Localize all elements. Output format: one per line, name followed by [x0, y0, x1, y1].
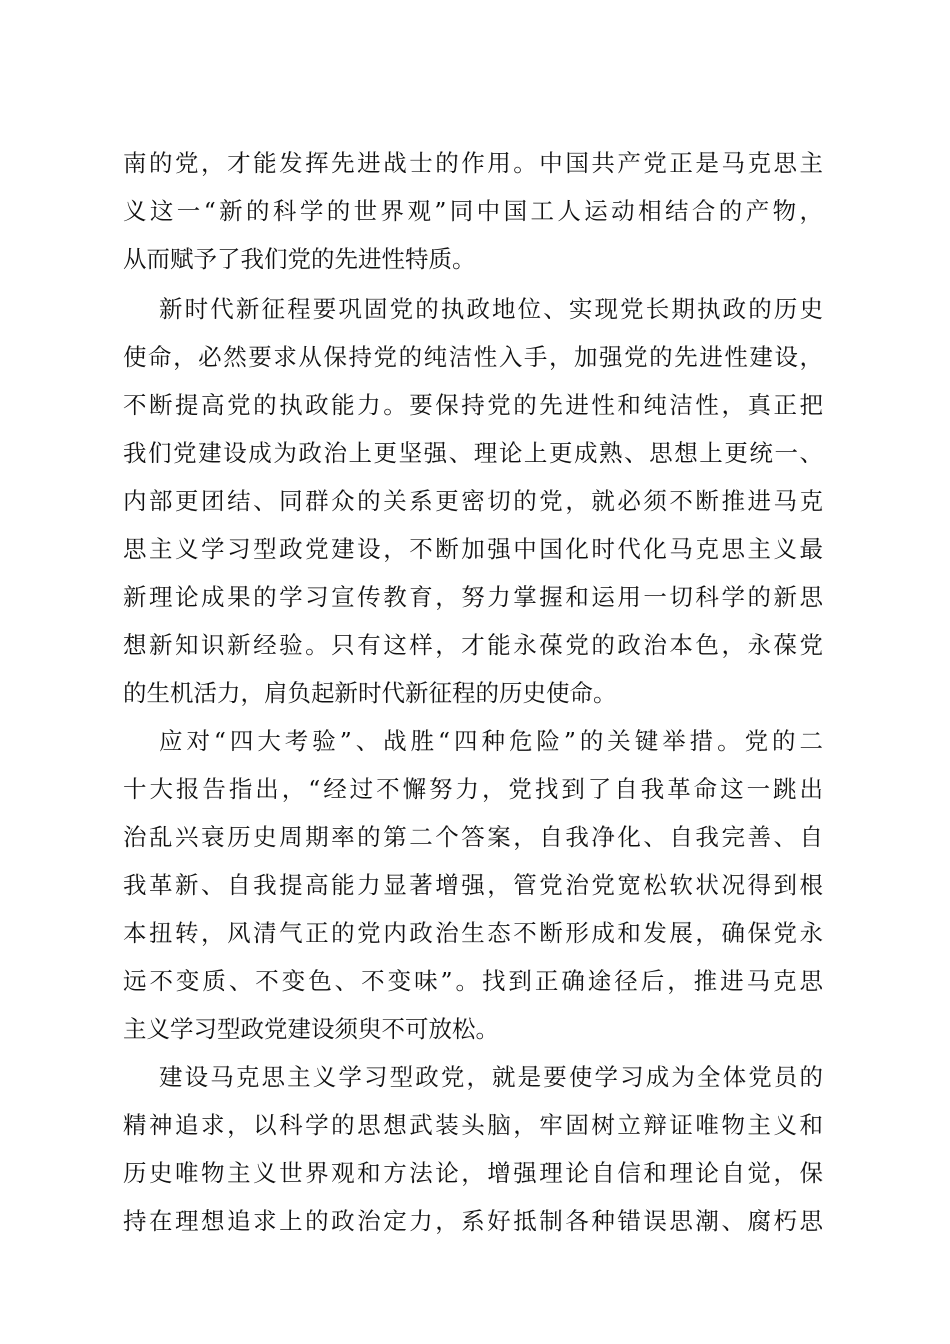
text-line: 使命，必然要求从保持党的纯洁性入手，加强党的先进性建设， — [123, 343, 823, 371]
text-line: 我们党建设成为政治上更坚强、理论上更成熟、思想上更统一、 — [123, 439, 823, 467]
text-line: 远不变质、不变色、不变味”。找到正确途径后，推进马克思 — [123, 967, 823, 995]
text-line: 义这一“新的科学的世界观”同中国工人运动相结合的产物， — [123, 197, 823, 225]
text-line: 新理论成果的学习宣传教育，努力掌握和运用一切科学的新思 — [123, 583, 823, 611]
text-line: 本扭转，风清气正的党内政治生态不断形成和发展，确保党永 — [123, 919, 823, 947]
text-line: 内部更团结、同群众的关系更密切的党，就必须不断推进马克 — [123, 487, 823, 515]
text-line: 想新知识新经验。只有这样，才能永葆党的政治本色，永葆党 — [123, 631, 823, 659]
text-line: 应对“四大考验”、战胜“四种危险”的关键举措。党的二 — [159, 727, 823, 755]
text-line: 主义学习型政党建设须臾不可放松。 — [123, 1015, 499, 1043]
text-line: 十大报告指出，“经过不懈努力，党找到了自我革命这一跳出 — [123, 775, 823, 803]
text-line: 我革新、自我提高能力显著增强，管党治党宽松软状况得到根 — [123, 871, 823, 899]
text-line: 建设马克思主义学习型政党，就是要使学习成为全体党员的 — [159, 1063, 823, 1091]
text-line: 精神追求，以科学的思想武装头脑，牢固树立辩证唯物主义和 — [123, 1111, 823, 1139]
text-line: 历史唯物主义世界观和方法论，增强理论自信和理论自觉，保 — [123, 1159, 823, 1187]
text-line: 的生机活力，肩负起新时代新征程的历史使命。 — [123, 679, 617, 707]
text-line: 持在理想追求上的政治定力，系好抵制各种错误思潮、腐朽思 — [123, 1207, 823, 1235]
text-line: 思主义学习型政党建设，不断加强中国化时代化马克思主义最 — [123, 535, 823, 563]
text-line: 从而赋予了我们党的先进性特质。 — [123, 245, 476, 273]
text-line: 新时代新征程要巩固党的执政地位、实现党长期执政的历史 — [159, 295, 823, 323]
text-line: 治乱兴衰历史周期率的第二个答案，自我净化、自我完善、自 — [123, 823, 823, 851]
text-line: 南的党，才能发挥先进战士的作用。中国共产党正是马克思主 — [123, 149, 823, 177]
text-line: 不断提高党的执政能力。要保持党的先进性和纯洁性，真正把 — [123, 391, 823, 419]
